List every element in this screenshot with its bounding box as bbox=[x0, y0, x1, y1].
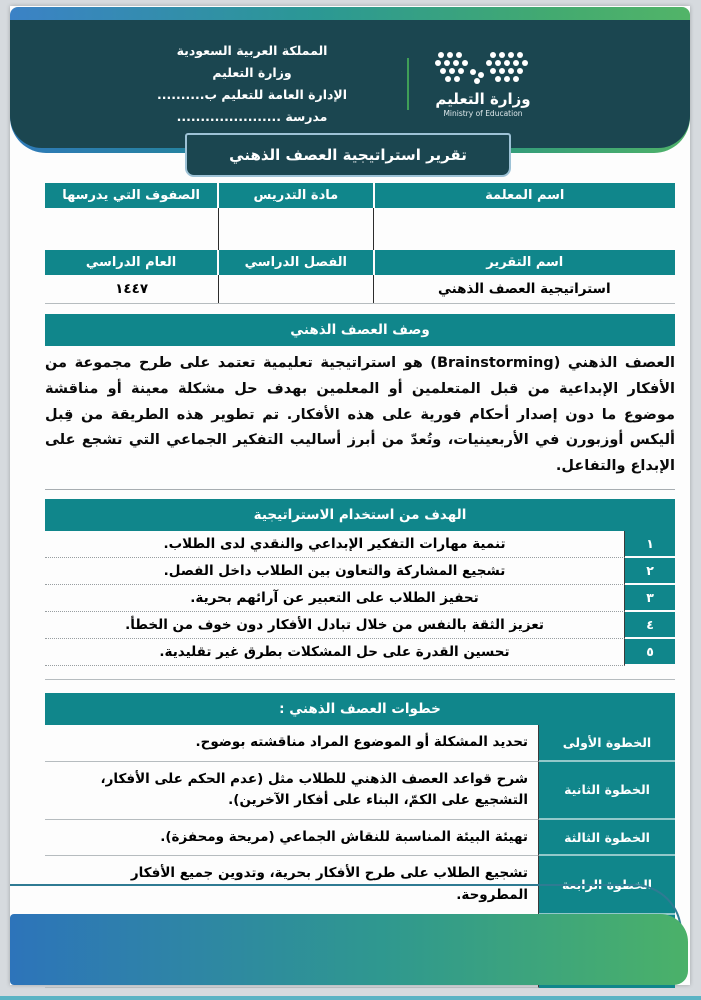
document-page bbox=[10, 6, 690, 985]
teacher-name-value bbox=[373, 208, 675, 250]
org-line-administration: الإدارة العامة للتعليم ب.......... bbox=[157, 87, 347, 102]
org-line-school: مدرسة ...................... bbox=[176, 108, 328, 124]
section-goals-header bbox=[45, 499, 675, 531]
year-header: العام الدراسي bbox=[45, 250, 217, 275]
classes-value bbox=[45, 208, 218, 250]
footer-gradient-bar bbox=[10, 914, 688, 985]
step-text: تهيئة البيئة المناسبة للنقاش الجماعي (مريحة ومحفزة). bbox=[45, 820, 539, 857]
organization-lines bbox=[157, 40, 347, 128]
info-table-header-row-1 bbox=[45, 183, 675, 208]
logo-dots-emblem-icon bbox=[433, 50, 533, 88]
description-paragraph: العصف الذهني (Brainstorming) هو استراتيجية تعليمية تعتمد على طرح مجموعة من الأفكار الإبداعية من قبل المتعلمين أو المعلمين بهدف حل مشكلة معينة أو مناقشة موضوع ما دون إصدار أحكام فورية على هذه الأفكار. تم تطوير هذه الطريقة من قِبل أليكس أوزبورن في الأربعينيات، وتُعدّ من أبرز أساليب التفكير الجماعي التي تشجع على الإبداع والتفاعل. bbox=[45, 351, 675, 490]
section-steps-header bbox=[45, 693, 675, 725]
logo-divider-line bbox=[407, 58, 409, 110]
goals-list bbox=[45, 531, 675, 680]
goal-text: تشجيع المشاركة والتعاون بين الطلاب داخل الفصل. bbox=[45, 558, 625, 585]
top-gradient-bar bbox=[10, 7, 690, 20]
step-label: الخطوة الرابعة bbox=[539, 856, 675, 914]
subject-header: مادة التدريس bbox=[219, 183, 372, 208]
org-line-country: المملكة العربية السعودية bbox=[176, 43, 328, 59]
section-description-header bbox=[45, 314, 675, 346]
goal-number: ٢ bbox=[625, 558, 675, 585]
info-table-header-row-2 bbox=[45, 250, 675, 275]
section-steps-title: خطوات العصف الذهني : bbox=[279, 700, 441, 717]
goal-row bbox=[45, 585, 675, 612]
goal-row bbox=[45, 531, 675, 558]
step-row bbox=[45, 762, 675, 820]
section-description-title: وصف العصف الذهني bbox=[290, 322, 430, 338]
report-name-header: اسم التقرير bbox=[375, 250, 675, 275]
goal-row bbox=[45, 612, 675, 639]
logo-english-wordmark: Ministry of Education bbox=[443, 109, 523, 118]
goal-text: تحفيز الطلاب على التعبير عن آرائهم بحرية. bbox=[45, 585, 625, 612]
logo-arabic-wordmark: وزارة التعليم bbox=[435, 90, 531, 108]
info-table-blank-row bbox=[45, 208, 675, 250]
year-value: ١٤٤٧ bbox=[115, 281, 149, 297]
bottom-edge-strip bbox=[0, 996, 701, 1000]
goal-row bbox=[45, 558, 675, 585]
goal-number: ٤ bbox=[625, 612, 675, 639]
section-goals-title: الهدف من استخدام الاستراتيجية bbox=[253, 506, 467, 523]
info-table-values-row bbox=[45, 275, 675, 304]
semester-header: الفصل الدراسي bbox=[219, 250, 372, 275]
ministry-of-education-logo bbox=[423, 50, 543, 118]
step-row bbox=[45, 820, 675, 857]
goal-text: تعزيز الثقة بالنفس من خلال تبادل الأفكار دون خوف من الخطأ. bbox=[45, 612, 625, 639]
step-text: تشجيع الطلاب على طرح الأفكار بحرية، وتدوين جميع الأفكار المطروحة. bbox=[45, 856, 539, 914]
subject-value bbox=[218, 208, 372, 250]
goal-number: ٣ bbox=[625, 585, 675, 612]
goal-row bbox=[45, 639, 675, 666]
step-text: شرح قواعد العصف الذهني للطلاب مثل (عدم الحكم على الأفكار، التشجيع على الكمّ، البناء على أفكار الآخرين). bbox=[45, 762, 539, 820]
step-label: الخطوة الثالثة bbox=[539, 820, 675, 857]
classes-header: الصفوف التي يدرسها bbox=[45, 183, 217, 208]
org-line-ministry: وزارة التعليم bbox=[212, 65, 292, 81]
step-label: الخطوة الثانية bbox=[539, 762, 675, 820]
goal-number: ٥ bbox=[625, 639, 675, 666]
goal-text: تحسين القدرة على حل المشكلات بطرق غير تقليدية. bbox=[45, 639, 625, 666]
step-row bbox=[45, 725, 675, 762]
goal-text: تنمية مهارات التفكير الإبداعي والنقدي لدى الطلاب. bbox=[45, 531, 625, 558]
step-label: الخطوة الأولى bbox=[539, 725, 675, 762]
report-name-value: استراتيجية العصف الذهني bbox=[373, 275, 675, 303]
report-title: تقرير استراتيجية العصف الذهني bbox=[229, 146, 467, 164]
report-title-box bbox=[185, 133, 511, 177]
teacher-name-header: اسم المعلمة bbox=[375, 183, 675, 208]
semester-value bbox=[218, 275, 372, 303]
header-banner bbox=[10, 20, 690, 148]
goal-number: ١ bbox=[625, 531, 675, 558]
step-text: تحديد المشكلة أو الموضوع المراد مناقشته بوضوح. bbox=[45, 725, 539, 762]
info-table bbox=[45, 183, 675, 304]
